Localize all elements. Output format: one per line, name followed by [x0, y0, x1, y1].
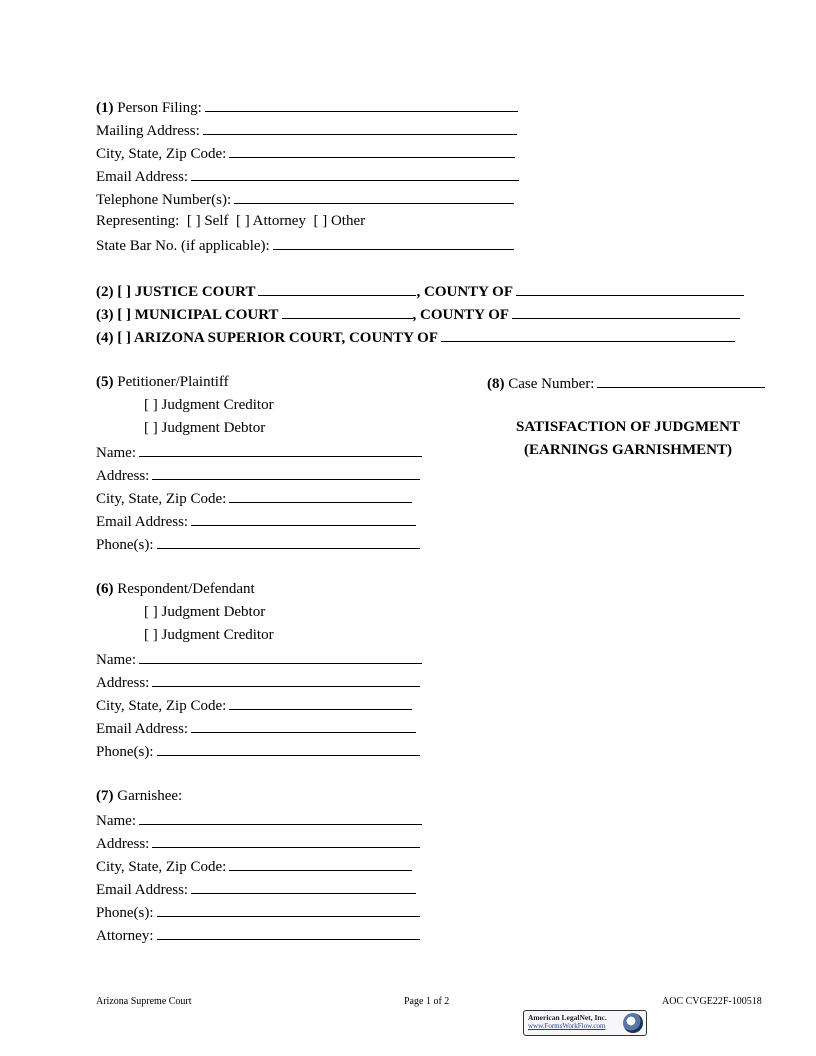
superior-court-label[interactable]: (4) [ ] ARIZONA SUPERIOR COURT, COUNTY OF: [96, 330, 438, 346]
garnishee-heading: [96, 787, 182, 805]
rep-attorney-checkbox[interactable]: [ ] Attorney: [235, 213, 306, 229]
petitioner-debtor-checkbox[interactable]: [ ] Judgment Debtor: [144, 420, 266, 436]
garnishee-phone-field[interactable]: [157, 902, 420, 917]
garnishee-city-row: [96, 856, 412, 876]
garnishee-email-row: [96, 879, 416, 899]
justice-court-label[interactable]: (2) [ ] JUSTICE COURT: [96, 284, 256, 300]
respondent-email-row: [96, 718, 416, 738]
petitioner-email-field[interactable]: [191, 511, 416, 526]
garnishee-name-field[interactable]: [139, 810, 422, 825]
case-number-row: [487, 373, 765, 393]
garnishee-city-label: City, State, Zip Code:: [96, 859, 227, 875]
justice-court-field[interactable]: [258, 281, 416, 296]
rep-other-checkbox[interactable]: [ ] Other: [313, 213, 366, 229]
garnishee-attorney-field[interactable]: [157, 925, 420, 940]
person-filing-label: Person Filing:: [117, 100, 202, 116]
filer-email-field[interactable]: [191, 166, 519, 181]
garnishee-address-field[interactable]: [152, 833, 420, 848]
petitioner-heading: [96, 373, 229, 391]
state-bar-label: State Bar No. (if applicable):: [96, 238, 270, 254]
garnishee-attorney-label: Attorney:: [96, 928, 154, 944]
section-number: (8): [487, 376, 505, 392]
filer-city-label: City, State, Zip Code:: [96, 146, 227, 162]
petitioner-name-field[interactable]: [139, 442, 422, 457]
garnishee-address-row: [96, 833, 420, 853]
respondent-name-field[interactable]: [139, 649, 422, 664]
respondent-name-row: [96, 649, 422, 669]
municipal-county-field[interactable]: [512, 304, 740, 319]
footer-page-number: Page 1 of 2: [404, 996, 450, 1007]
person-filing-field[interactable]: [205, 97, 518, 112]
petitioner-email-row: [96, 511, 416, 531]
filer-telephone-label: Telephone Number(s):: [96, 192, 232, 208]
respondent-title: Respondent/Defendant: [117, 581, 255, 597]
filer-city-row: [96, 143, 515, 163]
municipal-court-label[interactable]: (3) [ ] MUNICIPAL COURT: [96, 307, 279, 323]
garnishee-name-row: [96, 810, 422, 830]
document-title-line1: SATISFACTION OF JUDGMENT: [516, 419, 740, 435]
petitioner-address-field[interactable]: [152, 465, 420, 480]
justice-court-row: [96, 281, 744, 301]
county-of-label: , COUNTY OF: [416, 284, 514, 300]
respondent-heading: [96, 580, 255, 598]
garnishee-city-field[interactable]: [229, 856, 412, 871]
filer-telephone-row: [96, 189, 514, 209]
case-number-field[interactable]: [597, 373, 765, 388]
garnishee-address-label: Address:: [96, 836, 150, 852]
filer-city-field[interactable]: [229, 143, 515, 158]
mailing-address-label: Mailing Address:: [96, 123, 200, 139]
representing-row: [96, 212, 365, 230]
justice-county-field[interactable]: [516, 281, 744, 296]
petitioner-phone-label: Phone(s):: [96, 537, 154, 553]
petitioner-email-label: Email Address:: [96, 514, 189, 530]
garnishee-email-field[interactable]: [191, 879, 416, 894]
garnishee-attorney-row: [96, 925, 420, 945]
person-filing-row: [96, 97, 518, 117]
document-title-line2: (EARNINGS GARNISHMENT): [524, 442, 732, 458]
garnishee-email-label: Email Address:: [96, 882, 189, 898]
respondent-address-label: Address:: [96, 675, 150, 691]
filer-telephone-field[interactable]: [234, 189, 514, 204]
municipal-court-field[interactable]: [282, 304, 413, 319]
superior-county-field[interactable]: [441, 327, 735, 342]
mailing-address-row: [96, 120, 517, 140]
petitioner-creditor-checkbox[interactable]: [ ] Judgment Creditor: [144, 397, 274, 413]
section-number: (6): [96, 581, 114, 597]
section-number: (5): [96, 374, 114, 390]
petitioner-city-row: [96, 488, 412, 508]
respondent-name-label: Name:: [96, 652, 136, 668]
state-bar-field[interactable]: [273, 235, 514, 250]
footer-form-code: AOC CVGE22F-100518: [662, 996, 762, 1007]
rep-self-checkbox[interactable]: [ ] Self: [186, 213, 229, 229]
petitioner-phone-field[interactable]: [157, 534, 420, 549]
garnishee-phone-label: Phone(s):: [96, 905, 154, 921]
respondent-address-field[interactable]: [152, 672, 420, 687]
respondent-debtor-checkbox[interactable]: [ ] Judgment Debtor: [144, 604, 266, 620]
legalnet-logo[interactable]: [523, 1010, 647, 1036]
respondent-city-label: City, State, Zip Code:: [96, 698, 227, 714]
respondent-email-label: Email Address:: [96, 721, 189, 737]
footer-left: Arizona Supreme Court: [96, 996, 192, 1007]
petitioner-address-label: Address:: [96, 468, 150, 484]
petitioner-address-row: [96, 465, 420, 485]
section-number: (7): [96, 788, 114, 804]
petitioner-city-label: City, State, Zip Code:: [96, 491, 227, 507]
logo-company-name: American LegalNet, Inc.: [528, 1013, 607, 1022]
garnishee-title: Garnishee:: [117, 788, 183, 804]
garnishee-phone-row: [96, 902, 420, 922]
respondent-phone-field[interactable]: [157, 741, 420, 756]
respondent-city-field[interactable]: [229, 695, 412, 710]
respondent-email-field[interactable]: [191, 718, 416, 733]
superior-court-row: [96, 327, 735, 347]
logo-globe-icon: [623, 1013, 643, 1033]
case-number-label: Case Number:: [508, 376, 595, 392]
filer-email-label: Email Address:: [96, 169, 189, 185]
petitioner-title: Petitioner/Plaintiff: [117, 374, 229, 390]
section-number: (1): [96, 100, 114, 116]
filer-email-row: [96, 166, 519, 186]
municipal-court-row: [96, 304, 740, 324]
state-bar-row: [96, 235, 514, 255]
garnishee-name-label: Name:: [96, 813, 136, 829]
petitioner-phone-row: [96, 534, 420, 554]
petitioner-name-row: [96, 442, 422, 462]
petitioner-name-label: Name:: [96, 445, 136, 461]
respondent-address-row: [96, 672, 420, 692]
respondent-phone-label: Phone(s):: [96, 744, 154, 760]
respondent-phone-row: [96, 741, 420, 761]
mailing-address-field[interactable]: [203, 120, 517, 135]
respondent-city-row: [96, 695, 412, 715]
respondent-creditor-checkbox[interactable]: [ ] Judgment Creditor: [144, 627, 274, 643]
logo-url[interactable]: www.FormsWorkFlow.com: [528, 1022, 606, 1030]
county-of-label: , COUNTY OF: [412, 307, 510, 323]
petitioner-city-field[interactable]: [229, 488, 412, 503]
representing-label: Representing:: [96, 213, 180, 229]
document-title: [487, 418, 769, 459]
